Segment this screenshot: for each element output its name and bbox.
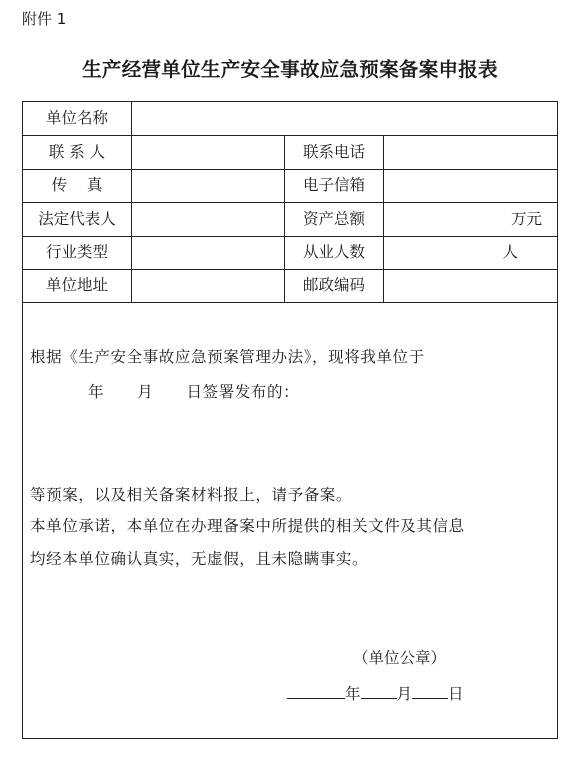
email-label: 电子信箱 [302, 176, 365, 194]
fax-label: 传 真 [51, 176, 103, 194]
statement-line-2: 年 月 日签署发布的： [88, 383, 300, 401]
statement-line-1: 根据《生产安全事故应急预案管理办法》，现将我单位于 [30, 348, 425, 366]
filing-form [22, 101, 558, 739]
statement-line-4: 本单位承诺，本单位在办理备案中所提供的相关文件及其信息 [30, 517, 465, 535]
employees-unit: 人 [502, 243, 518, 261]
address-field[interactable] [132, 269, 284, 302]
contact-field[interactable] [132, 136, 284, 169]
unit-name-label: 单位名称 [45, 109, 108, 127]
postcode-field[interactable] [384, 269, 558, 302]
year-label: 年 [345, 685, 361, 703]
fax-field[interactable] [132, 169, 284, 202]
day-label: 日 [448, 685, 464, 703]
statement-line-5: 均经本单位确认真实，无虚假，且未隐瞒事实。 [30, 550, 369, 568]
industry-label: 行业类型 [45, 243, 108, 261]
contact-label: 联 系 人 [48, 143, 106, 161]
legal-rep-field[interactable] [132, 203, 284, 236]
month-blank[interactable] [361, 682, 397, 699]
form-title: 生产经营单位生产安全事故应急预案备案申报表 [82, 58, 498, 81]
statement-line-3: 等预案，以及相关备案材料报上，请予备案。 [30, 486, 353, 504]
row-divider [23, 302, 557, 303]
email-field[interactable] [384, 169, 558, 202]
postcode-label: 邮政编码 [302, 276, 365, 294]
address-label: 单位地址 [45, 276, 108, 294]
attachment-label: 附件 1 [22, 10, 67, 28]
phone-label: 联系电话 [302, 143, 365, 161]
unit-name-field[interactable] [132, 102, 558, 135]
month-label: 月 [396, 685, 413, 703]
year-blank[interactable] [287, 682, 345, 699]
assets-label: 资产总额 [302, 210, 365, 228]
legal-rep-label: 法定代表人 [38, 210, 116, 228]
day-blank[interactable] [412, 682, 448, 699]
assets-unit: 万元 [510, 210, 542, 228]
phone-field[interactable] [384, 136, 558, 169]
company-seal-label: （单位公章） [353, 649, 447, 667]
signature-date [287, 682, 464, 704]
employees-label: 从业人数 [302, 243, 365, 261]
industry-field[interactable] [132, 236, 284, 269]
